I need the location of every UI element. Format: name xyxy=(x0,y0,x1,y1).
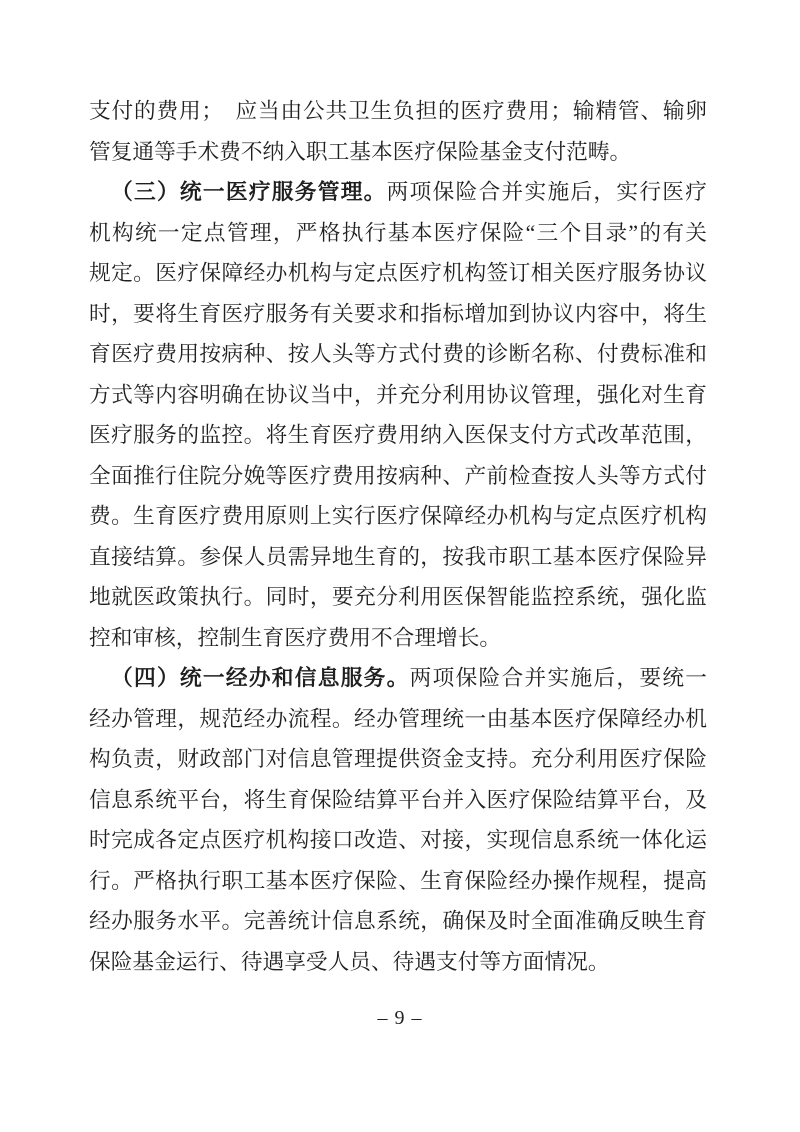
line-text: 构负责，财政部门对信息管理提供资金支持。充分利用医疗保险 xyxy=(89,747,707,771)
line-text: 时，要将生育医疗服务有关要求和指标增加到协议内容中，将生 xyxy=(89,301,707,326)
line-text: 费。生育医疗费用原则上实行医疗保障经办机构与定点医疗机构 xyxy=(89,504,707,528)
text-line xyxy=(89,658,707,699)
line-text: 经办管理，规范经办流程。经办管理统一由基本医疗保障经办机 xyxy=(89,706,707,731)
line-text: 保险基金运行、待遇享受人员、待遇支付等方面情况。 xyxy=(89,949,610,974)
text-line xyxy=(89,942,707,983)
text-line xyxy=(89,375,707,416)
text-line xyxy=(89,699,707,740)
text-line xyxy=(89,253,707,294)
line-text: 医疗服务的监控。将生育医疗费用纳入医保支付方式改革范围， xyxy=(89,423,707,447)
line-text: 信息系统平台，将生育保险结算平台并入医疗保险结算平台，及 xyxy=(89,787,707,812)
line-text: 直接结算。参保人员需异地生育的，按我市职工基本医疗保险异 xyxy=(89,544,707,569)
line-text: 规定。医疗保障经办机构与定点医疗机构签订相关医疗服务协议 xyxy=(89,261,707,285)
line-text: 控和审核，控制生育医疗费用不合理增长。 xyxy=(89,625,502,650)
text-line xyxy=(89,456,707,497)
line-text: 时完成各定点医疗机构接口改造、对接，实现信息系统一体化运 xyxy=(89,828,707,852)
text-line xyxy=(89,537,707,578)
text-line xyxy=(89,172,707,213)
text-line xyxy=(89,820,707,861)
page-number: – 9 – xyxy=(377,1007,423,1029)
text-line xyxy=(89,577,707,618)
text-line xyxy=(89,334,707,375)
paragraph-heading: （四）统一经办和信息服务。 xyxy=(111,666,410,690)
line-text: 机构统一定点管理，严格执行基本医疗保险“三个目录”的有关 xyxy=(89,220,707,245)
text-line xyxy=(89,496,707,537)
line-text: 行。严格执行职工基本医疗保险、生育保险经办操作规程，提高 xyxy=(89,868,707,893)
text-line xyxy=(89,294,707,335)
text-line xyxy=(89,213,707,254)
text-line xyxy=(89,739,707,780)
text-line xyxy=(89,91,707,132)
line-text: 管复通等手术费不纳入职工基本医疗保险基金支付范畴。 xyxy=(89,139,632,164)
paragraph-heading: （三）统一医疗服务管理。 xyxy=(111,180,387,204)
line-text: 方式等内容明确在协议当中，并充分利用协议管理，强化对生育 xyxy=(89,382,707,407)
line-text: 育医疗费用按病种、按人头等方式付费的诊断名称、付费标准和 xyxy=(89,342,707,366)
line-text: 地就医政策执行。同时，要充分利用医保智能监控系统，强化监 xyxy=(89,585,707,609)
text-line xyxy=(89,132,707,173)
text-line xyxy=(89,901,707,942)
line-text: 两项保险合并实施后，要统一 xyxy=(409,666,707,690)
text-line xyxy=(89,618,707,659)
text-line xyxy=(89,780,707,821)
text-line xyxy=(89,861,707,902)
line-text: 经办服务水平。完善统计信息系统，确保及时全面准确反映生育 xyxy=(89,909,707,933)
text-line xyxy=(89,415,707,456)
document-body xyxy=(89,91,707,982)
line-text: 全面推行住院分娩等医疗费用按病种、产前检查按人头等方式付 xyxy=(89,463,707,488)
line-text: 两项保险合并实施后，实行医疗 xyxy=(386,180,707,204)
line-text: 支付的费用； 应当由公共卫生负担的医疗费用；输精管、输卵 xyxy=(89,99,707,123)
